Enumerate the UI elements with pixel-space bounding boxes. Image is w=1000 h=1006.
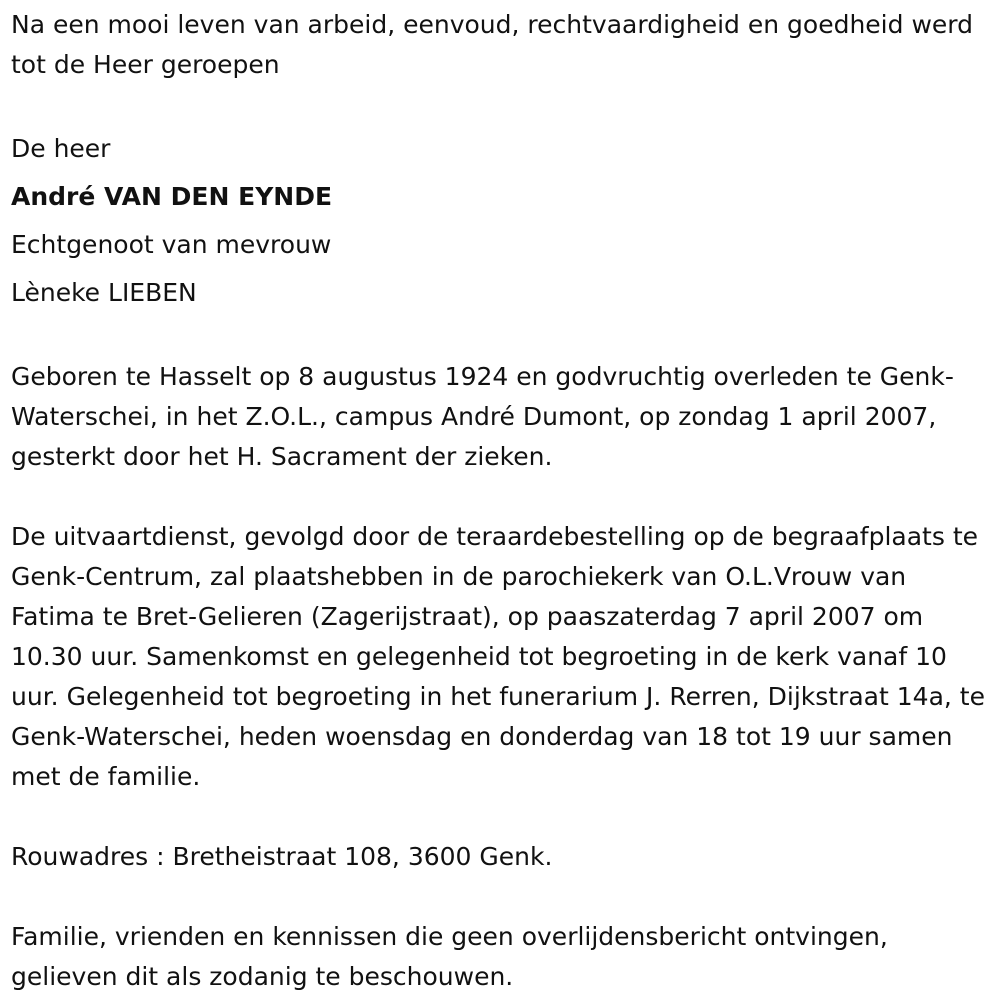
relation-text: Echtgenoot van mevrouw bbox=[11, 230, 332, 259]
spacer bbox=[11, 317, 991, 357]
funeral-paragraph: De uitvaartdienst, gevolgd door de teraardebestelling op de begraafplaats te Genk-Centrum, zal plaatshebben in de parochiekerk van O.L.Vrouw van Fatima te Bret-Gelieren (Zagerijstraat), op paaszaterdag 7 april 2007 om 10.30 uur. Samenkomst en gelegenheid tot begroeting in de kerk vanaf 10 uur. Gelegenheid tot begroeting in het funerarium J. Rerren, Dijkstraat 14a, te Genk-Waterschei, heden woensdag en donderdag van 18 tot 19 uur samen met de familie. bbox=[11, 522, 985, 791]
birth-death-paragraph: Geboren te Hasselt op 8 augustus 1924 en godvruchtig overleden te Genk-Waterschei, in het Z.O.L., campus André Dumont, op zondag 1 april 2007, gesterkt door het H. Sacrament der zieken. bbox=[11, 362, 954, 471]
deceased-name: André VAN DEN EYNDE bbox=[11, 182, 333, 211]
mourning-address: Rouwadres : Bretheistraat 108, 3600 Genk. bbox=[11, 842, 553, 871]
spacer bbox=[11, 477, 991, 517]
death-notice bbox=[11, 5, 991, 997]
spacer bbox=[11, 85, 991, 125]
closing-paragraph: Familie, vrienden en kennissen die geen overlijdensbericht ontvingen, gelieven dit als zodanig te beschouwen. bbox=[11, 922, 888, 991]
spacer bbox=[11, 877, 991, 917]
salutation: De heer bbox=[11, 134, 111, 163]
spacer bbox=[11, 797, 991, 837]
intro-text: Na een mooi leven van arbeid, eenvoud, rechtvaardigheid en goedheid werd tot de Heer geroepen bbox=[11, 10, 973, 79]
spouse-name: Lèneke LIEBEN bbox=[11, 278, 197, 307]
